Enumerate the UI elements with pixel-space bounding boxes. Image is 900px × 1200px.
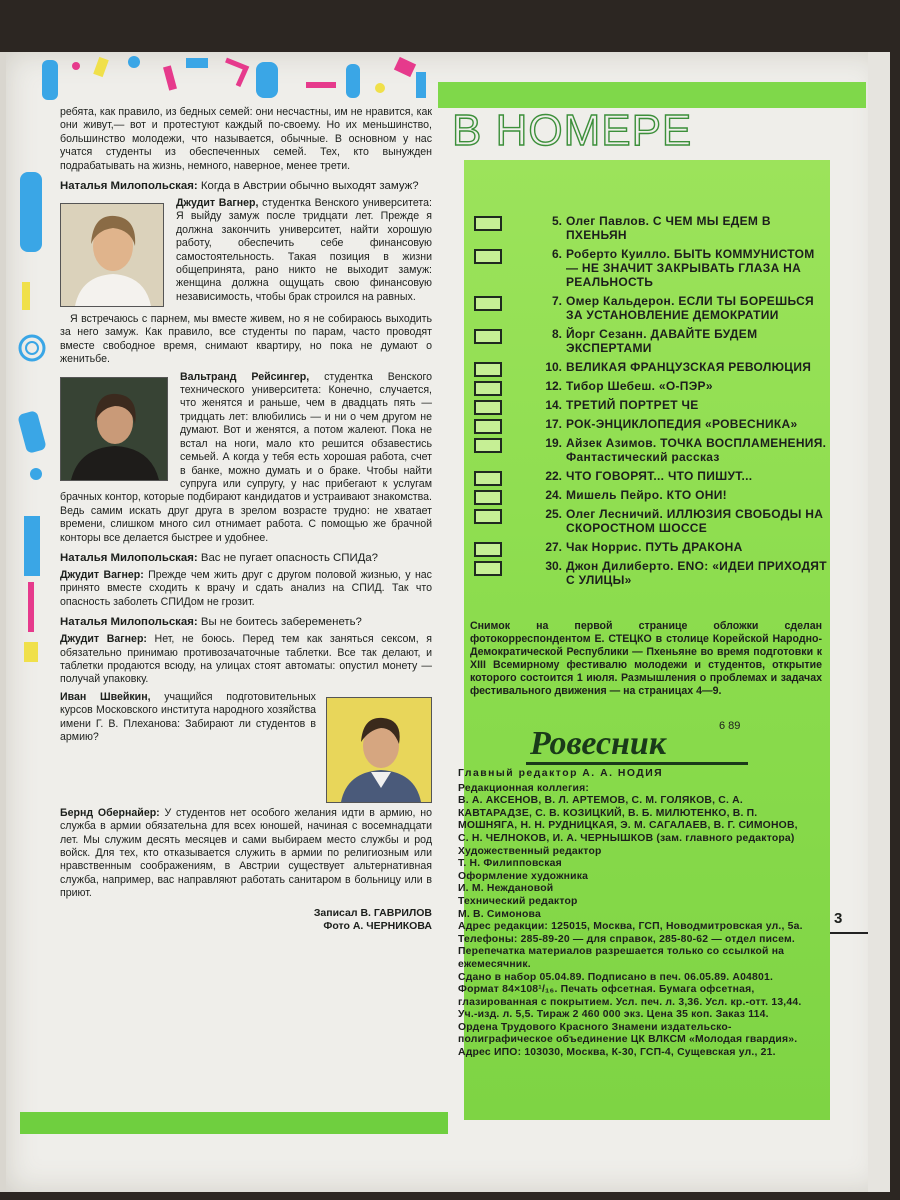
question-text: Вы не боитесь забеременеть? — [200, 616, 362, 629]
toc-item — [470, 507, 830, 535]
imprint-line: Ордена Трудового Красного Знамени издательско-полиграфическое объединение ЦК ВЛКСМ «Молодая гвардия». — [458, 1021, 798, 1046]
doodle-side-decoration — [16, 112, 56, 1112]
page-edge — [868, 52, 890, 1192]
magazine-page — [6, 52, 884, 1192]
issue-number: 6 89 — [719, 720, 741, 732]
toc-title: Олег Лесничий. ИЛЛЮЗИЯ СВОБОДЫ НА СКОРОСТНОМ ШОССЕ — [566, 507, 824, 535]
answer-3 — [60, 569, 432, 609]
checkbox-icon — [474, 561, 502, 576]
toc-page-number: 14. — [545, 398, 562, 412]
credits — [60, 907, 432, 933]
toc-item — [470, 360, 830, 374]
intro-paragraph: ребята, как правило, из бедных семей: они несчастны, им не нравится, как они живут,— вот и протестуют каждый по-своему. Но их меньшинство, большинство молодежи, что называется, обычные. В основном у нас учатся студенты из обеспеченных семей. Тех, кто вынужден подрабатывать на жизнь, немного, наверное, менее трети. — [60, 106, 432, 172]
toc-page-number: 25. — [545, 507, 562, 521]
toc-page-number: 12. — [545, 379, 562, 393]
toc-page-number: 5. — [551, 214, 562, 228]
toc-title: Роберто Куилло. БЫТЬ КОММУНИСТОМ — НЕ ЗНАЧИТ ЗАКРЫВАТЬ ГЛАЗА НА РЕАЛЬНОСТЬ — [566, 247, 815, 289]
speaker-name: Наталья Милопольская: — [60, 180, 198, 193]
imprint-line: Сдано в набор 05.04.89. Подписано в печ. 06.05.89. А04801. Формат 84×108¹/₁₆. Печать офсетная. Бумага офсетная, глазированная с покрытием. Усл. печ. л. 3,36. Усл. кр.-отт. 13,44. Уч.-изд. л. 5,5. Тираж 2 460 000 экз. Цена 35 коп. Заказ 114. — [458, 971, 802, 1021]
checkbox-icon — [474, 400, 502, 415]
toc-item — [470, 327, 830, 355]
toc-title: Джон Дилиберто. ENO: «ИДЕИ ПРИХОДЯТ С УЛИЦЫ» — [566, 559, 827, 587]
checkbox-icon — [474, 296, 502, 311]
interview-column — [16, 52, 448, 1192]
imprint-line: М. В. Симонова — [458, 908, 541, 920]
speaker-name: Джудит Вагнер: — [60, 633, 147, 646]
imprint-line: Перепечатка материалов разрешается только со ссылкой на ежемесячник. — [458, 946, 785, 970]
imprint-line: Редакционная коллегия: — [458, 782, 590, 794]
answer-text: студентка Венского технического университета: Конечно, случается, что женятся и раньше, чем в двадцать пять — тридцать лет: влюбились — и ни о чем другом не думают. Вот и женятся, а потом жалеют. Пока не встал на ноги, мало кто решится обзавестись семьей. А когда у тебя есть хорошая работа, счет в банке, можно думать и о браке. Чтобы найти супруга или супругу, у нас прибегают к услугам брачных контор, которые подбирают кандидатов и устраивают знакомства. Ведь самим искать друг друга в зрелом возрасте трудно: не хватает времени, слишком много сил отнимает работа. С помощью же брачной конторы все делается быстрее и удобнее. — [60, 370, 432, 544]
imprint-line: Т. Н. Филипповская — [458, 858, 562, 870]
question-2 — [60, 551, 432, 565]
interview-text — [60, 106, 432, 933]
toc-page-number: 17. — [545, 417, 562, 431]
toc-page-number: 27. — [545, 540, 562, 554]
toc-page-number: 24. — [545, 488, 562, 502]
photo-judit-wagner — [60, 203, 164, 307]
toc-item — [470, 436, 830, 464]
toc-title: ТРЕТИЙ ПОРТРЕТ ЧЕ — [566, 398, 699, 412]
toc-item — [470, 559, 830, 587]
answer-text: студентка Венского университета: Я выйду замуж после тридцати лет. Прежде я должна закончить университет, найти хорошую работу, обеспечить себе финансовую самостоятельность. Такая позиция в жизни общепринята, рано никто не выходит замуж: женщина должна ощущать свою финансовую независимость, чтобы брак строился на равных. — [176, 197, 432, 303]
toc-page-number: 8. — [551, 327, 562, 341]
top-green-bar — [438, 82, 866, 108]
toc-page-number: 30. — [545, 559, 562, 573]
imprint-line: И. М. Неждановой — [458, 883, 554, 895]
table-of-contents — [470, 160, 830, 592]
speaker-name: Наталья Милопольская: — [60, 616, 198, 629]
imprint-line: Технический редактор — [458, 895, 578, 907]
imprint-line: Главный редактор А. А. НОДИЯ — [458, 768, 664, 779]
toc-item — [470, 488, 830, 502]
credit-author: Записал В. ГАВРИЛОВ — [313, 906, 432, 919]
toc-item — [470, 294, 830, 322]
checkbox-icon — [474, 471, 502, 486]
speaker-name: Бернд Обернайер: — [60, 806, 160, 819]
toc-page-number: 6. — [551, 247, 562, 261]
answer-1-continued: Я встречаюсь с парнем, мы вместе живем, но я не собираюсь выходить за него замуж. Как правило, все студенты по парам, часто проводят вместе свободное время, снимают квартиру, но пока не думают о женитьбе. — [60, 313, 432, 366]
checkbox-icon — [474, 509, 502, 524]
question-text: Когда в Австрии обычно выходят замуж? — [200, 180, 419, 193]
toc-item — [470, 247, 830, 289]
imprint-line: Адрес ИПО: 103030, Москва, К-30, ГСП-4, Сущевская ул., 21. — [458, 1047, 776, 1059]
speaker-name: Джудит Вагнер, — [176, 197, 259, 210]
checkbox-icon — [474, 329, 502, 344]
toc-title: РОК-ЭНЦИКЛОПЕДИЯ «РОВЕСНИКА» — [566, 417, 798, 431]
answer-text: У студентов нет особого желания идти в армию, но служба в армии обязательна для всех юношей, начиная с восемнадцати лет. Мы служим десять месяцев и сами выбираем место службы и род войск. Для тех, кто отказывается служить в армии по религиозным или нравственным соображениям, в Австрии существует альтернативная служба, например, вас направляют работать санитаром в больницу или в приют. — [60, 806, 433, 900]
toc-title: Тибор Шебеш. «О-ПЭР» — [566, 379, 713, 393]
toc-title: Мишель Пейро. КТО ОНИ! — [566, 488, 727, 502]
page-number: 3 — [834, 910, 843, 927]
question-text: учащийся подготовительных курсов Московского института народного хозяйства имени Г. В. Плеханова: Забирают ли студентов в армию? — [60, 690, 316, 743]
toc-title: Чак Норрис. ПУТЬ ДРАКОНА — [566, 540, 743, 554]
checkbox-icon — [474, 249, 502, 264]
checkbox-icon — [474, 419, 502, 434]
masthead-rule — [526, 762, 748, 765]
logo-text: Ровесник — [530, 725, 667, 762]
imprint-line: Оформление художника — [458, 870, 589, 882]
checkbox-icon — [474, 438, 502, 453]
left-green-bar — [20, 1112, 448, 1134]
contents-header: В НОМЕРЕ — [452, 106, 693, 155]
toc-title: Йорг Сезанн. ДАВАЙТЕ БУДЕМ ЭКСПЕРТАМИ — [566, 327, 758, 355]
checkbox-icon — [474, 490, 502, 505]
checkbox-icon — [474, 381, 502, 396]
answer-text: Прежде чем жить друг с другом половой жизнью, у нас принято вместе сходить к врачу и сдать анализ на СПИД. Так что опасность заболеть СПИДом не грозит. — [60, 568, 432, 608]
toc-item — [470, 540, 830, 554]
question-3 — [60, 615, 432, 629]
speaker-name: Наталья Милопольская: — [60, 551, 198, 564]
contents-column — [434, 52, 874, 1192]
imprint-line: Художественный редактор — [458, 845, 602, 857]
toc-item — [470, 417, 830, 431]
photo-ivan-shveikin — [326, 697, 432, 803]
answer-4 — [60, 633, 432, 687]
answer-5 — [60, 807, 432, 901]
doodle-decoration — [16, 52, 456, 112]
photo-valtrand-reisinger — [60, 377, 168, 481]
toc-page-number: 22. — [545, 469, 562, 483]
toc-page-number: 10. — [545, 360, 562, 374]
speaker-name: Джудит Вагнер: — [60, 568, 144, 581]
checkbox-icon — [474, 362, 502, 377]
toc-item — [470, 379, 830, 393]
checkbox-icon — [474, 216, 502, 231]
speaker-name: Иван Швейкин, — [60, 690, 151, 703]
toc-page-number: 19. — [545, 436, 562, 450]
credit-photo: Фото А. ЧЕРНИКОВА — [323, 919, 432, 932]
imprint-line: Адрес редакции: 125015, Москва, ГСП, Новодмитровская ул., 5а. — [458, 921, 803, 933]
imprint — [458, 768, 804, 1060]
imprint-line: Телефоны: 285-89-20 — для справок, 285-80-62 — отдел писем. — [458, 933, 795, 945]
toc-title: Олег Павлов. С ЧЕМ МЫ ЕДЕМ В ПХЕНЬЯН — [566, 214, 771, 242]
cover-caption: Снимок на первой странице обложки сделан фотокорреспондентом Е. СТЕЦКО в столице Корейской Народно-Демократической Республики — Пхеньяне во время подготовки к XIII Всемирному фестивалю молодежи и студентов, открытие которого состоится 1 июля. Размышления о проблемах и задачах фестивального движения — на страницах 4—9. — [470, 620, 822, 697]
toc-item — [470, 398, 830, 412]
toc-item — [470, 469, 830, 483]
checkbox-icon — [474, 542, 502, 557]
question-text: Вас не пугает опасность СПИДа? — [200, 551, 379, 564]
toc-title: ВЕЛИКАЯ ФРАНЦУЗСКАЯ РЕВОЛЮЦИЯ — [566, 360, 812, 374]
toc-item — [470, 214, 830, 242]
answer-text: Нет, не боюсь. Перед тем как заняться сексом, я обязательно принимаю противозачаточные таблетки. Все так делают, и таблетки продаются всюду, на улицах стоят автоматы: опустил монету — получай упаковку. — [60, 633, 432, 686]
toc-page-number: 7. — [551, 294, 562, 308]
question-1 — [60, 179, 432, 193]
speaker-name: Вальтранд Рейсингер, — [180, 370, 310, 383]
toc-title: Омер Кальдерон. ЕСЛИ ТЫ БОРЕШЬСЯ ЗА УСТАНОВЛЕНИЕ ДЕМОКРАТИИ — [566, 294, 814, 322]
imprint-line: В. А. АКСЕНОВ, В. Л. АРТЕМОВ, С. М. ГОЛЯКОВ, С. А. КАВТАРАДЗЕ, С. В. КОЗИЦКИЙ, В. Б. МИЛЮТЕНКО, В. П. МОШНЯГА, Н. Н. РУДНИЦКАЯ, Э. М. САГАЛАЕВ, В. Г. СИМОНОВ, С. Н. ЧЕЛНОКОВ, И. А. ЧЕРНЫШКОВ (зам. главного редактора) — [458, 795, 798, 844]
toc-title: ЧТО ГОВОРЯТ... ЧТО ПИШУТ... — [566, 469, 753, 483]
toc-title: Айзек Азимов. ТОЧКА ВОСПЛАМЕНЕНИЯ. Фантастический рассказ — [566, 436, 827, 464]
